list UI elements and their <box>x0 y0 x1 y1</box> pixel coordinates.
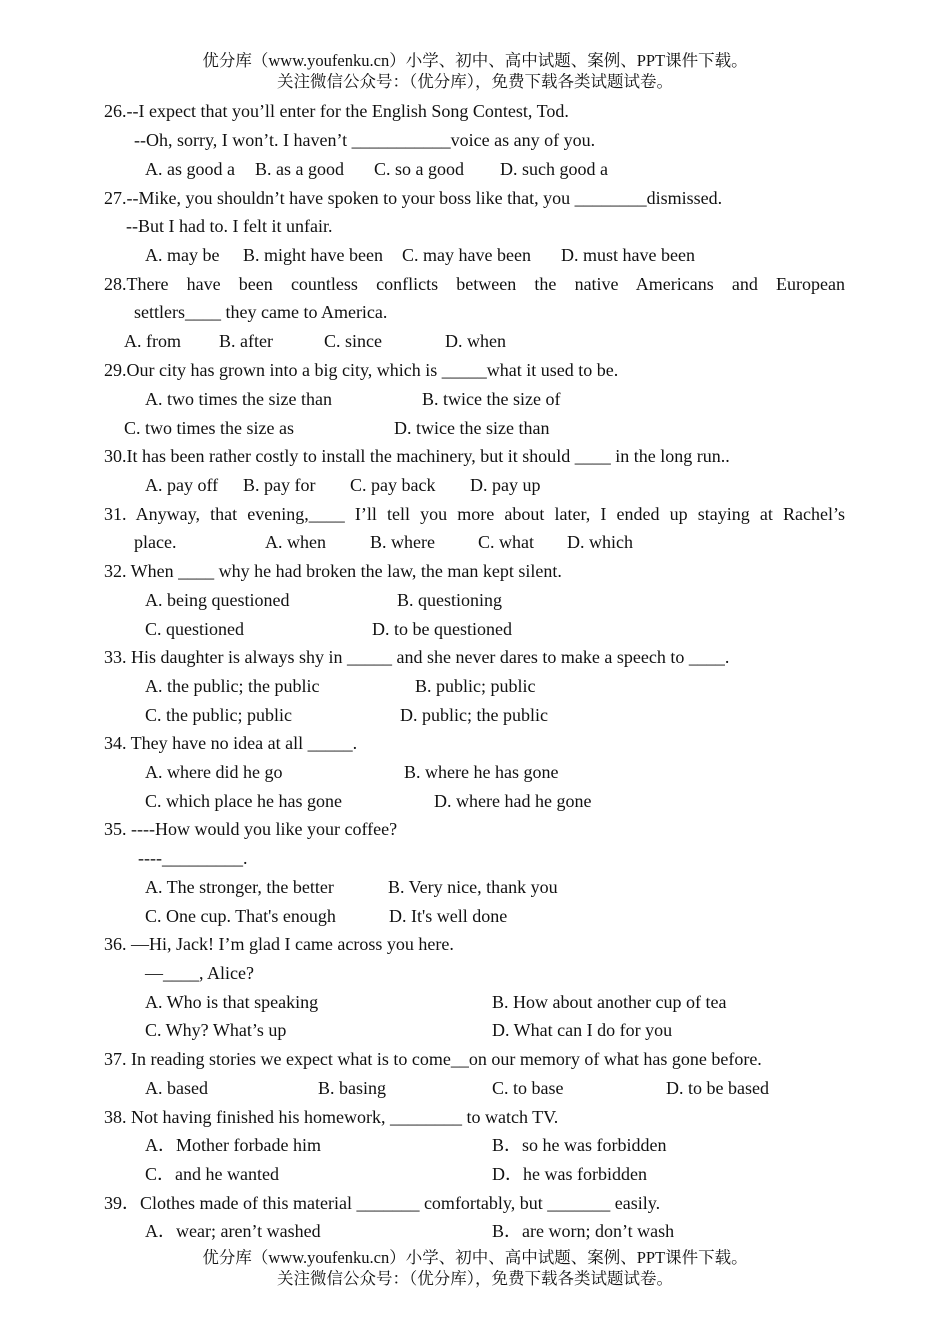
question-34-option-a: A. where did he go <box>145 762 283 782</box>
question-29-option-d: D. twice the size than <box>394 418 550 438</box>
question-34-stem: 34. They have no idea at all _____. <box>104 733 358 753</box>
question-36-option-b: B. How about another cup of tea <box>492 992 727 1012</box>
question-38-option-d: D．he was forbidden <box>492 1164 647 1184</box>
question-31-option-a: A. when <box>265 532 326 552</box>
question-26-option-b: B. as a good <box>255 159 344 179</box>
question-32-option-d: D. to be questioned <box>372 619 512 639</box>
question-35-option-c: C. One cup. That's enough <box>145 906 336 926</box>
question-37-option-a: A. based <box>145 1078 208 1098</box>
header-line-1: 优分库（www.youfenku.cn）小学、初中、高中试题、案例、PPT课件下载。 <box>202 51 748 70</box>
question-35-option-d: D. It's well done <box>389 906 508 926</box>
question-27-option-d: D. must have been <box>561 245 695 265</box>
question-27-option-b: B. might have been <box>243 245 383 265</box>
question-35-stem-cont: ----_________. <box>138 848 248 868</box>
question-26-stem: 26.--I expect that you’ll enter for the English Song Contest, Tod. <box>104 101 569 121</box>
question-32-option-b: B. questioning <box>397 590 503 610</box>
question-38-option-b: B．so he was forbidden <box>492 1135 667 1155</box>
question-29-option-b: B. twice the size of <box>422 389 561 409</box>
question-29-option-c: C. two times the size as <box>124 418 294 438</box>
question-35-stem: 35. ----How would you like your coffee? <box>104 819 398 839</box>
question-31-stem: 31. Anyway, that evening,____ I’ll tell you more about later, I ended up staying at Rachel’s <box>104 504 845 524</box>
question-36-stem: 36. —Hi, Jack! I’m glad I came across you here. <box>104 934 454 954</box>
question-26-option-c: C. so a good <box>374 159 464 179</box>
question-33-option-a: A. the public; the public <box>145 676 320 696</box>
question-33-option-c: C. the public; public <box>145 705 292 725</box>
question-37-option-c: C. to base <box>492 1078 564 1098</box>
question-38-option-a: A．Mother forbade him <box>145 1135 321 1155</box>
question-37-stem: 37. In reading stories we expect what is to come__on our memory of what has gone before. <box>104 1049 762 1069</box>
question-38-option-c: C．and he wanted <box>145 1164 279 1184</box>
question-31-option-c: C. what <box>478 532 534 552</box>
question-28-stem-cont: settlers____ they came to America. <box>134 302 388 322</box>
question-34-option-c: C. which place he has gone <box>145 791 342 811</box>
question-26-option-a: A. as good a <box>145 159 235 179</box>
question-30-stem: 30.It has been rather costly to install the machinery, but it should ____ in the long run.. <box>104 446 730 466</box>
question-36-option-d: D. What can I do for you <box>492 1020 673 1040</box>
question-26-stem-cont: --Oh, sorry, I won’t. I haven’t ___________voice as any of you. <box>134 130 596 150</box>
question-27-option-c: C. may have been <box>402 245 531 265</box>
question-31-option-d: D. which <box>567 532 633 552</box>
question-28-option-d: D. when <box>445 331 506 351</box>
question-29-option-a: A. two times the size than <box>145 389 332 409</box>
header-line-2: 关注微信公众号：（优分库），免费下载各类试题试卷。 <box>277 72 673 91</box>
question-38-stem: 38. Not having finished his homework, ________ to watch TV. <box>104 1107 559 1127</box>
question-31-option-b: B. where <box>370 532 435 552</box>
question-36-option-a: A. Who is that speaking <box>145 992 319 1012</box>
question-36-stem-cont: —____, Alice? <box>145 963 254 983</box>
footer-line-2: 关注微信公众号：（优分库），免费下载各类试题试卷。 <box>277 1269 673 1288</box>
question-29-stem: 29.Our city has grown into a big city, which is _____what it used to be. <box>104 360 619 380</box>
question-28-option-c: C. since <box>324 331 382 351</box>
question-32-stem: 32. When ____ why he had broken the law, the man kept silent. <box>104 561 562 581</box>
question-30-option-d: D. pay up <box>470 475 541 495</box>
question-35-option-a: A. The stronger, the better <box>145 877 334 897</box>
question-37-option-d: D. to be based <box>666 1078 769 1098</box>
question-33-option-b: B. public; public <box>415 676 536 696</box>
question-39-option-b: B．are worn; don’t wash <box>492 1221 675 1241</box>
question-27-stem-cont: --But I had to. I felt it unfair. <box>126 216 333 236</box>
question-36-option-c: C. Why? What’s up <box>145 1020 287 1040</box>
question-33-stem: 33. His daughter is always shy in _____ and she never dares to make a speech to ____. <box>104 647 730 667</box>
question-39-option-a: A．wear; aren’t washed <box>145 1221 321 1241</box>
question-27-option-a: A. may be <box>145 245 220 265</box>
question-28-option-a: A. from <box>124 331 181 351</box>
question-32-option-a: A. being questioned <box>145 590 290 610</box>
question-28-stem: 28.There have been countless conflicts between the native Americans and European <box>104 274 845 294</box>
question-35-option-b: B. Very nice, thank you <box>388 877 558 897</box>
question-30-option-a: A. pay off <box>145 475 219 495</box>
question-30-option-b: B. pay for <box>243 475 316 495</box>
question-30-option-c: C. pay back <box>350 475 436 495</box>
question-27-stem: 27.--Mike, you shouldn’t have spoken to your boss like that, you ________dismissed. <box>104 188 723 208</box>
question-39-stem: 39．Clothes made of this material _______ comfortably, but _______ easily. <box>104 1193 661 1213</box>
question-28-option-b: B. after <box>219 331 273 351</box>
footer-line-1: 优分库（www.youfenku.cn）小学、初中、高中试题、案例、PPT课件下载。 <box>202 1248 748 1267</box>
question-34-option-b: B. where he has gone <box>404 762 559 782</box>
question-32-option-c: C. questioned <box>145 619 244 639</box>
question-26-option-d: D. such good a <box>500 159 608 179</box>
question-33-option-d: D. public; the public <box>400 705 548 725</box>
question-37-option-b: B. basing <box>318 1078 387 1098</box>
question-31-stem-cont: place. <box>134 532 177 552</box>
question-34-option-d: D. where had he gone <box>434 791 592 811</box>
